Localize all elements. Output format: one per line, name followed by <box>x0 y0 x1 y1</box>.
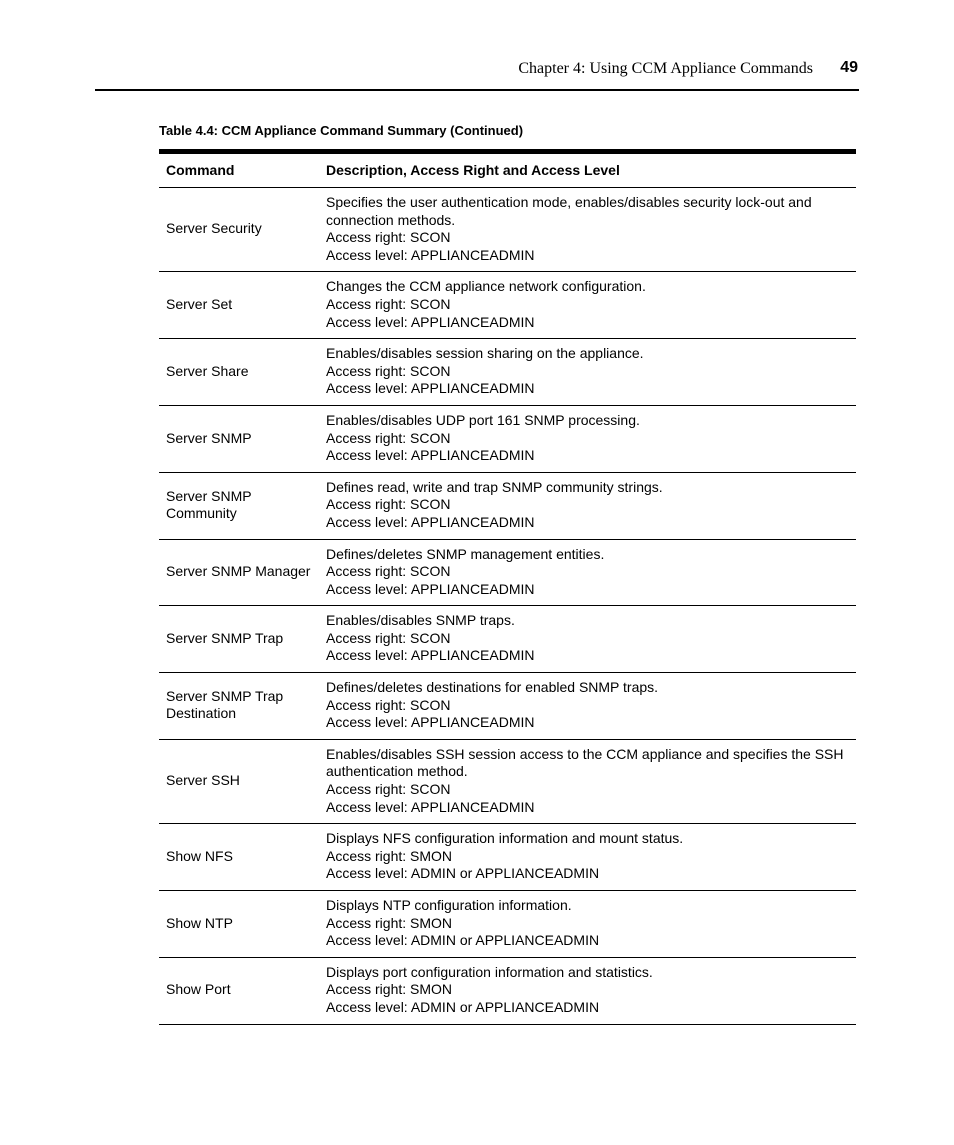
table-row <box>159 739 856 823</box>
description-cell <box>319 957 856 1024</box>
access-level: Access level: APPLIANCEADMIN <box>326 798 535 815</box>
command-cell: Server Security <box>159 188 319 272</box>
description-cell <box>319 824 856 891</box>
description-text: Enables/disables session sharing on the appliance. <box>326 345 644 362</box>
description-text: Displays port configuration information and statistics. <box>326 963 653 980</box>
command-cell: Show NTP <box>159 891 319 958</box>
description-cell <box>319 539 856 606</box>
table-row <box>159 673 856 740</box>
access-level: Access level: APPLIANCEADMIN <box>326 380 535 397</box>
description-text: Enables/disables UDP port 161 SNMP processing. <box>326 411 640 428</box>
access-right: Access right: SCON <box>326 229 451 246</box>
access-level: Access level: ADMIN or APPLIANCEADMIN <box>326 865 600 882</box>
page-number: 49 <box>840 59 858 76</box>
access-right: Access right: SMON <box>326 914 453 931</box>
description-cell <box>319 606 856 673</box>
description-text: Defines/deletes destinations for enabled SNMP traps. <box>326 679 659 696</box>
access-level: Access level: APPLIANCEADMIN <box>326 580 535 597</box>
table-row <box>159 891 856 958</box>
access-right: Access right: SCON <box>326 629 451 646</box>
description-cell <box>319 405 856 472</box>
description-cell <box>319 673 856 740</box>
command-cell: Server SNMP Trap Destination <box>159 673 319 740</box>
table-caption: Table 4.4: CCM Appliance Command Summary (Continued) <box>159 123 524 138</box>
command-summary-table <box>159 149 856 1025</box>
page-header <box>95 57 858 81</box>
command-cell: Server Share <box>159 339 319 406</box>
access-right: Access right: SMON <box>326 981 453 998</box>
description-cell <box>319 891 856 958</box>
command-cell: Server SNMP Manager <box>159 539 319 606</box>
access-right: Access right: SCON <box>326 429 451 446</box>
table-row <box>159 272 856 339</box>
description-cell <box>319 739 856 823</box>
access-right: Access right: SCON <box>326 295 451 312</box>
access-right: Access right: SMON <box>326 847 453 864</box>
column-header-description: Description, Access Right and Access Level <box>319 152 856 188</box>
table-row <box>159 188 856 272</box>
command-cell: Server SNMP Community <box>159 472 319 539</box>
description-text: Defines read, write and trap SNMP community strings. <box>326 478 663 495</box>
table-row <box>159 472 856 539</box>
access-level: Access level: ADMIN or APPLIANCEADMIN <box>326 998 600 1015</box>
description-cell <box>319 272 856 339</box>
access-level: Access level: APPLIANCEADMIN <box>326 313 535 330</box>
access-right: Access right: SCON <box>326 362 451 379</box>
access-right: Access right: SCON <box>326 696 451 713</box>
description-text: Defines/deletes SNMP management entities. <box>326 545 605 562</box>
access-level: Access level: APPLIANCEADMIN <box>326 513 535 530</box>
header-rule <box>95 89 859 91</box>
description-cell <box>319 339 856 406</box>
access-level: Access level: APPLIANCEADMIN <box>326 647 535 664</box>
command-cell: Server SSH <box>159 739 319 823</box>
table-body <box>159 188 856 1025</box>
table-header-row <box>159 152 856 188</box>
table-row <box>159 606 856 673</box>
access-level: Access level: APPLIANCEADMIN <box>326 447 535 464</box>
table-row <box>159 339 856 406</box>
command-cell: Server SNMP Trap <box>159 606 319 673</box>
description-text: Changes the CCM appliance network configuration. <box>326 278 646 295</box>
description-text: Displays NFS configuration information and mount status. <box>326 830 684 847</box>
access-level: Access level: ADMIN or APPLIANCEADMIN <box>326 932 600 949</box>
access-level: Access level: APPLIANCEADMIN <box>326 246 535 263</box>
description-text: Enables/disables SNMP traps. <box>326 612 515 629</box>
description-cell <box>319 188 856 272</box>
description-text: Displays NTP configuration information. <box>326 897 572 913</box>
table-row <box>159 824 856 891</box>
command-cell: Server SNMP <box>159 405 319 472</box>
access-right: Access right: SCON <box>326 496 451 513</box>
table-row <box>159 405 856 472</box>
command-cell: Server Set <box>159 272 319 339</box>
table-row <box>159 539 856 606</box>
access-right: Access right: SCON <box>326 563 451 580</box>
command-cell: Show NFS <box>159 824 319 891</box>
access-level: Access level: APPLIANCEADMIN <box>326 714 535 731</box>
description-text: Specifies the user authentication mode, enables/disables security lock-out and connection methods. <box>326 194 812 228</box>
column-header-command: Command <box>159 152 319 188</box>
description-text: Enables/disables SSH session access to the CCM appliance and specifies the SSH authentication method. <box>326 745 844 780</box>
chapter-title: Chapter 4: Using CCM Appliance Commands <box>518 60 813 77</box>
description-cell <box>319 472 856 539</box>
command-cell: Show Port <box>159 957 319 1024</box>
table-row <box>159 957 856 1024</box>
access-right: Access right: SCON <box>326 781 451 798</box>
